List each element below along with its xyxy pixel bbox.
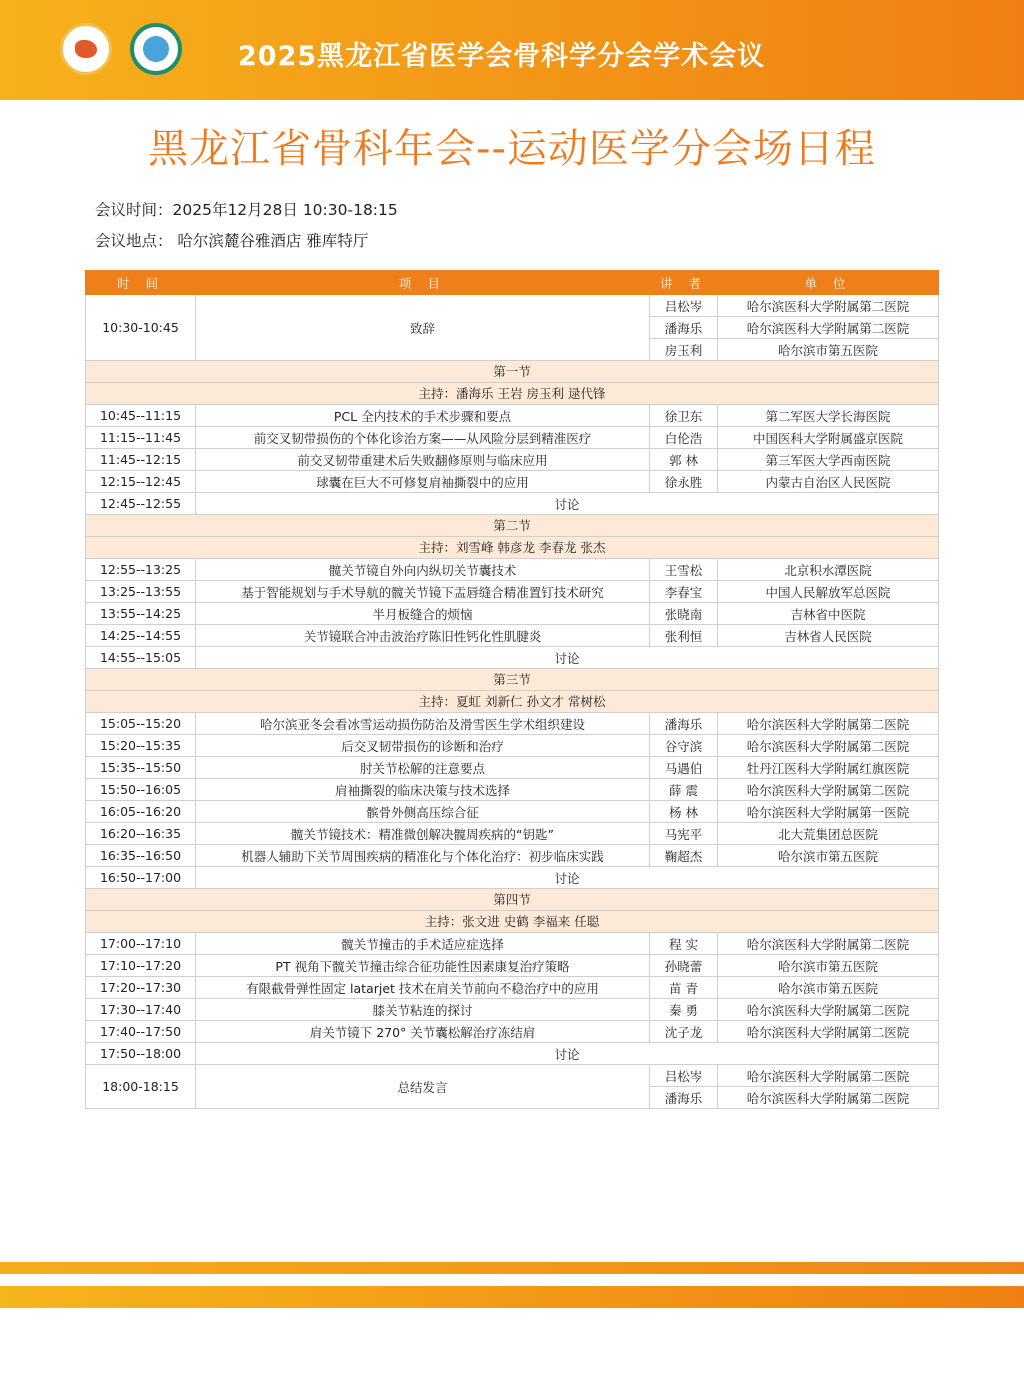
section-title: 第一节: [86, 361, 939, 383]
time-cell: 11:15--11:45: [86, 427, 196, 449]
discussion-row: [86, 1043, 939, 1065]
time-cell: 12:45--12:55: [86, 493, 196, 515]
unit-cell: 第三军医大学西南医院: [718, 449, 939, 471]
topic-cell: 有限截骨弹性固定 latarjet 技术在肩关节前向不稳治疗中的应用: [196, 977, 650, 999]
time-cell: 18:00-18:15: [86, 1065, 196, 1109]
topic-cell: PT 视角下髋关节撞击综合征功能性因素康复治疗策略: [196, 955, 650, 977]
topic-cell: 致辞: [196, 295, 650, 361]
section-title: 第四节: [86, 889, 939, 911]
section-title-row: [86, 515, 939, 537]
time-cell: 15:20--15:35: [86, 735, 196, 757]
time-cell: 16:20--16:35: [86, 823, 196, 845]
time-cell: 17:50--18:00: [86, 1043, 196, 1065]
time-cell: 17:00--17:10: [86, 933, 196, 955]
unit-cell: 哈尔滨医科大学附属第一医院: [718, 801, 939, 823]
discussion-row: [86, 493, 939, 515]
speaker-cell: 张利恒: [650, 625, 718, 647]
table-row: [86, 999, 939, 1021]
unit-cell: 哈尔滨市第五医院: [718, 339, 939, 361]
header-topic: 项 目: [196, 271, 650, 295]
discussion-cell: 讨论: [196, 647, 939, 669]
topic-cell: 机器人辅助下关节周围疾病的精准化与个体化治疗：初步临床实践: [196, 845, 650, 867]
time-cell: 16:50--17:00: [86, 867, 196, 889]
unit-cell: 哈尔滨医科大学附属第二医院: [718, 735, 939, 757]
schedule-table: [85, 270, 939, 1109]
speaker-cell: 李春宝: [650, 581, 718, 603]
time-cell: 14:25--14:55: [86, 625, 196, 647]
section-title-row: [86, 669, 939, 691]
section-title-row: [86, 361, 939, 383]
topic-cell: 前交叉韧带重建术后失败翻修原则与临床应用: [196, 449, 650, 471]
speaker-cell: 徐永胜: [650, 471, 718, 493]
table-row: [86, 581, 939, 603]
time-cell: 15:35--15:50: [86, 757, 196, 779]
section-title: 第二节: [86, 515, 939, 537]
table-row: [86, 977, 939, 999]
unit-cell: 内蒙古自治区人民医院: [718, 471, 939, 493]
unit-cell: 吉林省人民医院: [718, 625, 939, 647]
speaker-cell: 谷守滨: [650, 735, 718, 757]
page-title: 黑龙江省骨科年会--运动医学分会场日程: [148, 126, 876, 172]
unit-cell: 哈尔滨市第五医院: [718, 977, 939, 999]
topic-cell: 膝关节粘连的探讨: [196, 999, 650, 1021]
time-cell: 12:55--13:25: [86, 559, 196, 581]
university-logo-icon: [130, 23, 182, 75]
time-cell: 16:05--16:20: [86, 801, 196, 823]
opening-row: [86, 295, 939, 317]
table-row: [86, 757, 939, 779]
unit-cell: 哈尔滨市第五医院: [718, 845, 939, 867]
section-title-row: [86, 889, 939, 911]
section-hosts: 主持：刘雪峰 韩彦龙 李春龙 张杰: [86, 537, 939, 559]
speaker-cell: 吕松岑: [650, 1065, 718, 1087]
section-hosts-row: [86, 691, 939, 713]
speaker-cell: 沈子龙: [650, 1021, 718, 1043]
section-title: 第三节: [86, 669, 939, 691]
unit-cell: 中国医科大学附属盛京医院: [718, 427, 939, 449]
speaker-cell: 程 实: [650, 933, 718, 955]
schedule-body: [86, 295, 939, 1109]
footer-stripe-wide: [0, 1286, 1024, 1308]
speaker-cell: 鞠超杰: [650, 845, 718, 867]
section-hosts-row: [86, 537, 939, 559]
unit-cell: 牡丹江医科大学附属红旗医院: [718, 757, 939, 779]
topic-cell: 半月板缝合的烦恼: [196, 603, 650, 625]
speaker-cell: 潘海乐: [650, 1087, 718, 1109]
header-unit: 单 位: [718, 271, 939, 295]
header-time: 时 间: [86, 271, 196, 295]
speaker-cell: 王雪松: [650, 559, 718, 581]
meeting-place: 会议地点： 哈尔滨麓谷雅酒店 雅库特厅: [95, 232, 369, 250]
table-row: [86, 603, 939, 625]
table-row: [86, 713, 939, 735]
unit-cell: 哈尔滨医科大学附属第二医院: [718, 1087, 939, 1109]
table-row: [86, 559, 939, 581]
speaker-cell: 徐卫东: [650, 405, 718, 427]
speaker-cell: 张晓南: [650, 603, 718, 625]
topic-cell: 哈尔滨亚冬会看冰雪运动损伤防治及滑雪医生学术组织建设: [196, 713, 650, 735]
unit-cell: 哈尔滨医科大学附属第二医院: [718, 1021, 939, 1043]
topic-cell: 后交叉韧带损伤的诊断和治疗: [196, 735, 650, 757]
topic-cell: PCL 全内技术的手术步骤和要点: [196, 405, 650, 427]
topic-cell: 髋关节镜技术：精准微创解决髋周疾病的“钥匙”: [196, 823, 650, 845]
speaker-cell: 秦 勇: [650, 999, 718, 1021]
table-header-row: [86, 271, 939, 295]
table-row: [86, 449, 939, 471]
section-hosts: 主持：张文进 史鹤 李福来 任聪: [86, 911, 939, 933]
unit-cell: 第二军医大学长海医院: [718, 405, 939, 427]
topic-cell: 肘关节松解的注意要点: [196, 757, 650, 779]
topic-cell: 髋关节镜自外向内纵切关节囊技术: [196, 559, 650, 581]
speaker-cell: 潘海乐: [650, 713, 718, 735]
unit-cell: 哈尔滨市第五医院: [718, 955, 939, 977]
topic-cell: 髋关节撞击的手术适应症选择: [196, 933, 650, 955]
meeting-time: 会议时间：2025年12月28日 10:30-18:15: [95, 201, 398, 219]
unit-cell: 哈尔滨医科大学附属第二医院: [718, 1065, 939, 1087]
discussion-cell: 讨论: [196, 867, 939, 889]
unit-cell: 哈尔滨医科大学附属第二医院: [718, 713, 939, 735]
section-hosts: 主持：夏虹 刘新仁 孙文才 常树松: [86, 691, 939, 713]
section-hosts: 主持：潘海乐 王岩 房玉利 逯代锋: [86, 383, 939, 405]
table-row: [86, 1021, 939, 1043]
time-cell: 15:05--15:20: [86, 713, 196, 735]
header-banner: [0, 0, 1024, 100]
table-row: [86, 471, 939, 493]
topic-cell: 肩袖撕裂的临床决策与技术选择: [196, 779, 650, 801]
table-row: [86, 427, 939, 449]
time-cell: 10:45--11:15: [86, 405, 196, 427]
time-cell: 13:55--14:25: [86, 603, 196, 625]
unit-cell: 吉林省中医院: [718, 603, 939, 625]
speaker-cell: 潘海乐: [650, 317, 718, 339]
speaker-cell: 孙晓蕾: [650, 955, 718, 977]
topic-cell: 基于智能规划与手术导航的髋关节镜下盂唇缝合精准置钉技术研究: [196, 581, 650, 603]
topic-cell: 前交叉韧带损伤的个体化诊治方案——从风险分层到精准医疗: [196, 427, 650, 449]
banner-title: 2025黑龙江省医学会骨科学分会学术会议: [238, 41, 766, 72]
topic-cell: 总结发言: [196, 1065, 650, 1109]
discussion-row: [86, 647, 939, 669]
unit-cell: 哈尔滨医科大学附属第二医院: [718, 999, 939, 1021]
time-cell: 14:55--15:05: [86, 647, 196, 669]
discussion-cell: 讨论: [196, 1043, 939, 1065]
topic-cell: 肩关节镜下 270° 关节囊松解治疗冻结肩: [196, 1021, 650, 1043]
speaker-cell: 白伦浩: [650, 427, 718, 449]
time-cell: 16:35--16:50: [86, 845, 196, 867]
discussion-cell: 讨论: [196, 493, 939, 515]
unit-cell: 哈尔滨医科大学附属第二医院: [718, 933, 939, 955]
speaker-cell: 吕松岑: [650, 295, 718, 317]
time-cell: 17:10--17:20: [86, 955, 196, 977]
speaker-cell: 苗 青: [650, 977, 718, 999]
table-row: [86, 625, 939, 647]
speaker-cell: 马宪平: [650, 823, 718, 845]
topic-cell: 关节镜联合冲击波治疗陈旧性钙化性肌腱炎: [196, 625, 650, 647]
unit-cell: 北京积水潭医院: [718, 559, 939, 581]
time-cell: 12:15--12:45: [86, 471, 196, 493]
time-cell: 15:50--16:05: [86, 779, 196, 801]
header-speaker: 讲 者: [650, 271, 718, 295]
time-cell: 11:45--12:15: [86, 449, 196, 471]
table-row: [86, 955, 939, 977]
unit-cell: 哈尔滨医科大学附属第二医院: [718, 317, 939, 339]
table-row: [86, 801, 939, 823]
table-row: [86, 735, 939, 757]
time-cell: 13:25--13:55: [86, 581, 196, 603]
section-hosts-row: [86, 911, 939, 933]
topic-cell: 髌骨外侧高压综合征: [196, 801, 650, 823]
unit-cell: 中国人民解放军总医院: [718, 581, 939, 603]
time-cell: 17:40--17:50: [86, 1021, 196, 1043]
table-row: [86, 933, 939, 955]
table-row: [86, 779, 939, 801]
table-row: [86, 405, 939, 427]
discussion-row: [86, 867, 939, 889]
table-row: [86, 823, 939, 845]
time-cell: 10:30-10:45: [86, 295, 196, 361]
speaker-cell: 杨 林: [650, 801, 718, 823]
speaker-cell: 马遇伯: [650, 757, 718, 779]
unit-cell: 哈尔滨医科大学附属第二医院: [718, 295, 939, 317]
speaker-cell: 薛 震: [650, 779, 718, 801]
association-logo-icon: [60, 23, 112, 75]
table-row: [86, 845, 939, 867]
time-cell: 17:20--17:30: [86, 977, 196, 999]
footer-stripe-thin: [0, 1262, 1024, 1274]
unit-cell: 北大荒集团总医院: [718, 823, 939, 845]
unit-cell: 哈尔滨医科大学附属第二医院: [718, 779, 939, 801]
speaker-cell: 房玉利: [650, 339, 718, 361]
section-hosts-row: [86, 383, 939, 405]
time-cell: 17:30--17:40: [86, 999, 196, 1021]
topic-cell: 球囊在巨大不可修复肩袖撕裂中的应用: [196, 471, 650, 493]
speaker-cell: 郭 林: [650, 449, 718, 471]
closing-row: [86, 1065, 939, 1087]
